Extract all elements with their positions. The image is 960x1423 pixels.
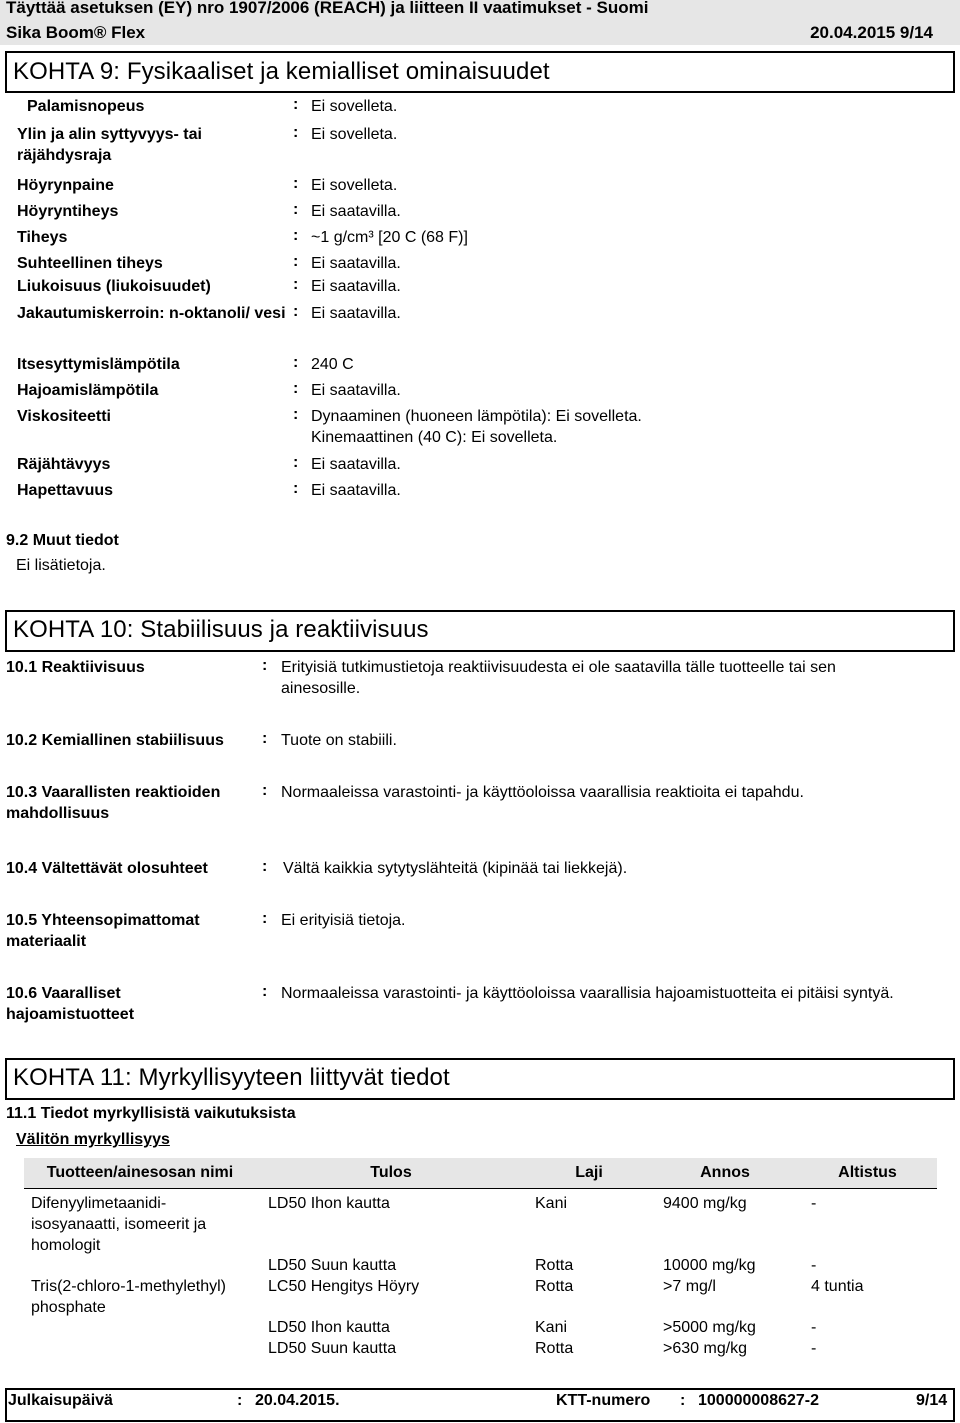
ktt-value: 100000008627-2 (698, 1392, 820, 1409)
table-cell-laji: Rotta (535, 1340, 574, 1357)
prop-label: Räjähtävyys (17, 456, 111, 473)
table-cell-annos: >5000 mg/kg (663, 1319, 756, 1336)
prop-colon: : (293, 175, 299, 192)
section-11-header (5, 1058, 955, 1100)
incompatible-colon: : (262, 910, 268, 927)
stability-label: 10.2 Kemiallinen stabiilisuus (6, 732, 224, 749)
col-header-annos: Annos (652, 1158, 798, 1189)
col-header-tulos: Tulos (256, 1158, 526, 1189)
issue-date-label: Julkaisupäivä (8, 1392, 113, 1409)
prop-value: Ei saatavilla. (311, 456, 401, 473)
prop-value: Ei saatavilla. (311, 278, 401, 295)
prop-value-2: Kinemaattinen (40 C): Ei sovelleta. (311, 429, 558, 446)
footer-colon: : (237, 1392, 243, 1409)
conditions-avoid-label: 10.4 Vältettävät olosuhteet (6, 860, 208, 877)
toxicity-table (24, 1158, 937, 1189)
table-cell-altistus: 4 tuntia (811, 1278, 864, 1295)
table-cell-tulos: LC50 Hengitys Höyry (268, 1278, 420, 1295)
col-header-altistus: Altistus (798, 1158, 937, 1189)
table-cell-altistus: - (811, 1319, 817, 1336)
substance-name: Difenyylimetaanidi- (31, 1195, 167, 1212)
reactivity-label: 10.1 Reaktiivisuus (6, 659, 145, 676)
regulation-line: Täyttää asetuksen (EY) nro 1907/2006 (REACH) ja liitteen II vaatimukset - Suomi (6, 0, 649, 17)
prop-label: Itsesyttymislämpötila (17, 356, 180, 373)
prop-label: Jakautumiskerroin: n-oktanoli/ vesi (17, 305, 286, 322)
prop-colon: : (293, 253, 299, 270)
prop-value: Ei saatavilla. (311, 382, 401, 399)
prop-label: Höyrynpaine (17, 177, 114, 194)
section-9-title: KOHTA 9: Fysikaaliset ja kemialliset ominaisuudet (13, 58, 550, 85)
prop-colon: : (293, 380, 299, 397)
table-cell-laji: Rotta (535, 1257, 574, 1274)
col-header-name: Tuotteen/ainesosan nimi (24, 1158, 256, 1189)
section-9-header (5, 51, 955, 93)
prop-value: Ei sovelleta. (311, 177, 398, 194)
incompatible-label: 10.5 Yhteensopimattomat (6, 912, 200, 929)
table-cell-altistus: - (811, 1195, 817, 1212)
prop-label: Tiheys (17, 229, 68, 246)
section-10-header (5, 610, 955, 652)
incompatible-value: Ei erityisiä tietoja. (281, 912, 406, 929)
prop-label: Ylin ja alin syttyvyys- tai räjähdysraja (17, 126, 202, 164)
prop-value: Dynaaminen (huoneen lämpötila): Ei sovelleta. (311, 408, 642, 425)
subsection-11-1-title: 11.1 Tiedot myrkyllisistä vaikutuksista (6, 1105, 296, 1122)
decomposition-label-2: hajoamistuotteet (6, 1006, 135, 1023)
table-cell-annos: 10000 mg/kg (663, 1257, 756, 1274)
reactivity-value-2: ainesosille. (281, 680, 361, 697)
table-cell-altistus: - (811, 1340, 817, 1357)
prop-colon: : (293, 276, 299, 293)
reactivity-colon: : (262, 657, 268, 674)
prop-colon: : (293, 454, 299, 471)
prop-label: Höyryntiheys (17, 203, 119, 220)
stability-value: Tuote on stabiili. (281, 732, 397, 749)
prop-colon: : (293, 201, 299, 218)
prop-label: Palamisnopeus (27, 98, 145, 115)
prop-colon: : (293, 124, 299, 141)
substance-name: Tris(2-chloro-1-methylethyl) (31, 1278, 226, 1295)
table-cell-annos: 9400 mg/kg (663, 1195, 747, 1212)
prop-label: Hajoamislämpötila (17, 382, 159, 399)
table-header-row (24, 1158, 937, 1189)
col-header-laji: Laji (526, 1158, 652, 1189)
reactivity-value: Erityisiä tutkimustietoja reaktiivisuudesta ei ole saatavilla tälle tuotteelle tai sen (281, 659, 836, 676)
prop-value: 240 C (311, 356, 354, 373)
hazardous-reactions-colon: : (262, 782, 268, 799)
table-cell-laji: Kani (535, 1319, 568, 1336)
substance-name: homologit (31, 1237, 101, 1254)
prop-colon: : (293, 303, 299, 320)
table-cell-annos: >630 mg/kg (663, 1340, 748, 1357)
prop-value: ~1 g/cm³ [20 C (68 F)] (311, 229, 468, 246)
prop-value: Ei saatavilla. (311, 305, 401, 322)
decomposition-label: 10.6 Vaaralliset (6, 985, 121, 1002)
prop-colon: : (293, 354, 299, 371)
hazardous-reactions-label: 10.3 Vaarallisten reaktioiden (6, 784, 221, 801)
footer-colon: : (680, 1392, 686, 1409)
incompatible-label-2: materiaalit (6, 933, 87, 950)
prop-colon: : (293, 227, 299, 244)
prop-colon: : (293, 96, 299, 113)
substance-name: phosphate (31, 1299, 106, 1316)
decomposition-colon: : (262, 983, 268, 1000)
page-number: 9/14 (916, 1392, 948, 1409)
section-10-title: KOHTA 10: Stabiilisuus ja reaktiivisuus (13, 616, 429, 643)
issue-date-value: 20.04.2015. (255, 1392, 340, 1409)
conditions-avoid-value: Vältä kaikkia sytytyslähteitä (kipinää tai liekkejä). (283, 860, 628, 877)
prop-label: Suhteellinen tiheys (17, 255, 163, 272)
table-cell-altistus: - (811, 1257, 817, 1274)
substance-name: isosyanaatti, isomeerit ja (31, 1216, 207, 1233)
table-cell-tulos: LD50 Suun kautta (268, 1257, 397, 1274)
table-cell-annos: >7 mg/l (663, 1278, 716, 1295)
ktt-label: KTT-numero (556, 1392, 651, 1409)
hazardous-reactions-label-2: mahdollisuus (6, 805, 110, 822)
table-cell-laji: Rotta (535, 1278, 574, 1295)
table-cell-tulos: LD50 Ihon kautta (268, 1319, 390, 1336)
prop-label: Liukoisuus (liukoisuudet) (17, 278, 211, 295)
prop-value: Ei saatavilla. (311, 255, 401, 272)
date-page: 20.04.2015 9/14 (810, 23, 933, 42)
acute-toxicity-heading: Välitön myrkyllisyys (16, 1131, 170, 1148)
decomposition-value: Normaaleissa varastointi- ja käyttöoloissa vaarallisia hajoamistuotteita ei pitäisi syntyä. (281, 985, 894, 1002)
conditions-avoid-colon: : (262, 858, 268, 875)
table-cell-tulos: LD50 Ihon kautta (268, 1195, 390, 1212)
subsection-9-2-title: 9.2 Muut tiedot (6, 532, 119, 549)
stability-colon: : (262, 730, 268, 747)
section-11-title: KOHTA 11: Myrkyllisyyteen liittyvät tiedot (13, 1064, 450, 1091)
product-name: Sika Boom® Flex (6, 23, 146, 42)
prop-value: Ei saatavilla. (311, 482, 401, 499)
hazardous-reactions-value: Normaaleissa varastointi- ja käyttöoloissa vaarallisia reaktioita ei tapahdu. (281, 784, 804, 801)
prop-colon: : (293, 480, 299, 497)
prop-label: Hapettavuus (17, 482, 114, 499)
prop-value: Ei saatavilla. (311, 203, 401, 220)
prop-colon: : (293, 406, 299, 423)
prop-value: Ei sovelleta. (311, 98, 398, 115)
prop-label: Viskositeetti (17, 408, 111, 425)
prop-value: Ei sovelleta. (311, 126, 398, 143)
subsection-9-2-text: Ei lisätietoja. (16, 557, 106, 574)
table-cell-tulos: LD50 Suun kautta (268, 1340, 397, 1357)
table-cell-laji: Kani (535, 1195, 568, 1212)
